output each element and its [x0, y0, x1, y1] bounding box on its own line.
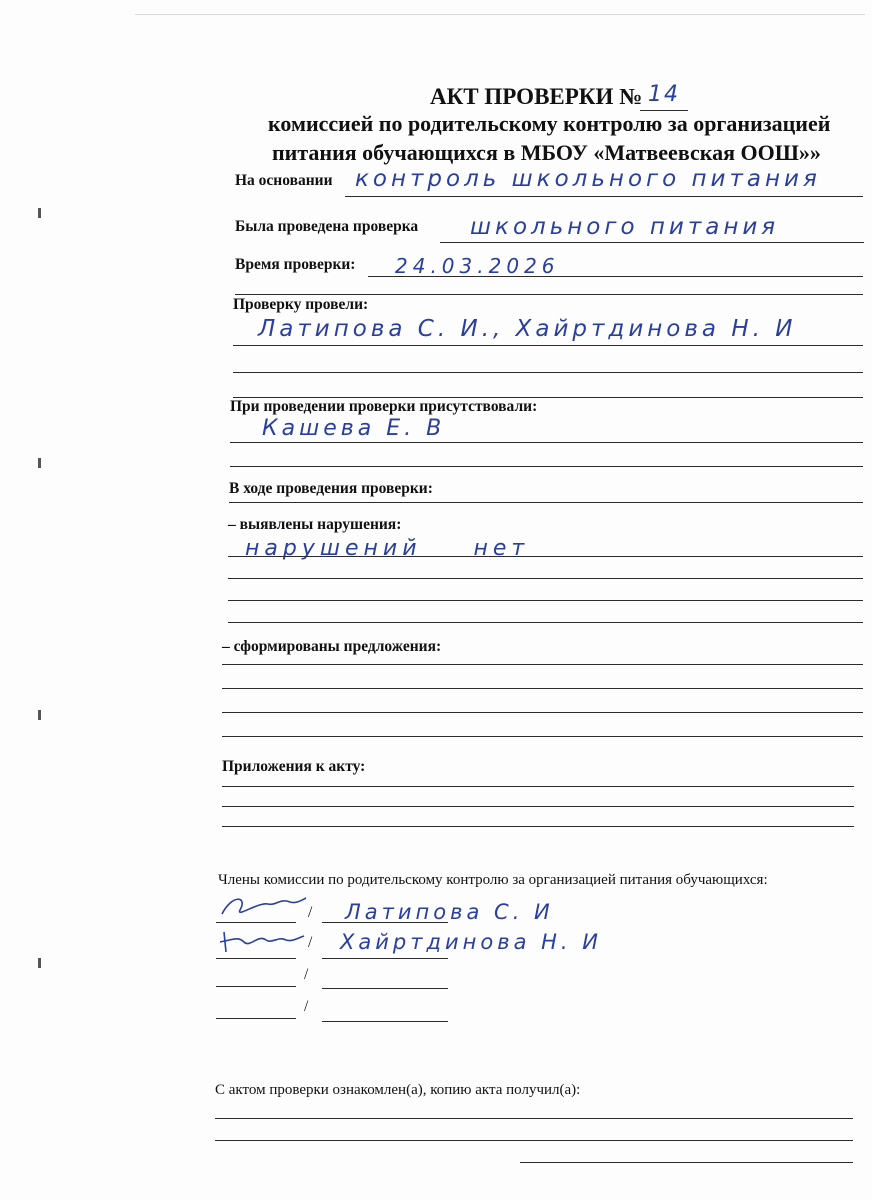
attachments-line-1 [222, 786, 854, 787]
signature-line-3 [216, 986, 296, 987]
signature-line-4 [216, 1018, 296, 1019]
proposals-line-1 [222, 664, 863, 665]
separator-4: / [304, 998, 309, 1015]
signature-latipova [218, 892, 308, 922]
members-caption: Члены комиссии по родительскому контролю за организацией питания обучающихся: [218, 872, 768, 888]
signature-khairtdinova [218, 928, 308, 958]
inspectors-label: Проверку провели: [233, 296, 369, 313]
violations-line-1 [228, 556, 863, 557]
attachments-line-3 [222, 826, 854, 827]
member-name-1: Латипова С. И [345, 900, 554, 924]
proposals-line-3 [222, 712, 863, 713]
acknowledgement-line-1 [215, 1118, 853, 1119]
present-label: При проведении проверки присутствовали: [230, 398, 538, 415]
name-line-1 [322, 922, 448, 923]
signature-line-1 [216, 922, 296, 923]
acknowledgement-line-3 [520, 1162, 853, 1163]
present-value: Кашева Е. В [262, 416, 446, 441]
inspection-value: школьного питания [470, 214, 780, 240]
separator-1: / [308, 904, 313, 921]
basis-label: На основании [235, 172, 333, 189]
present-line-2 [230, 466, 863, 467]
proposals-line-4 [222, 736, 863, 737]
inspectors-value: Латипова С. И., Хайртдинова Н. И [258, 316, 797, 342]
act-number: 14 [648, 82, 680, 107]
attachments-label: Приложения к акту: [222, 758, 366, 775]
time-label: Время проверки: [235, 256, 356, 273]
time-line-2 [235, 294, 863, 295]
acknowledgement-line-2 [215, 1140, 853, 1141]
basis-line [345, 196, 863, 197]
violations-line-3 [228, 600, 863, 601]
inspection-line [440, 242, 864, 243]
scan-mark [38, 958, 41, 968]
name-line-2 [322, 958, 448, 959]
basis-value: контроль школьного питания [355, 166, 821, 192]
time-value: 24.03.2026 [395, 254, 560, 278]
signature-line-2 [216, 958, 296, 959]
attachments-line-2 [222, 806, 854, 807]
inspection-label: Была проведена проверка [235, 218, 419, 235]
during-label: В ходе проведения проверки: [229, 480, 433, 497]
act-title: АКТ ПРОВЕРКИ № [430, 84, 643, 109]
violations-line-2 [228, 578, 863, 579]
acknowledgement-label: С актом проверки ознакомлен(а), копию акта получил(а): [215, 1082, 581, 1098]
name-line-4 [322, 1021, 448, 1022]
violations-line-4 [228, 622, 863, 623]
act-subtitle-line2: питания обучающихся в МБОУ «Матвеевская ООШ»» [272, 140, 821, 165]
act-subtitle-line1: комиссией по родительскому контролю за организацией [268, 111, 831, 136]
inspectors-line-1 [233, 345, 863, 346]
name-line-3 [322, 988, 448, 989]
scan-mark [38, 710, 41, 720]
present-line-1 [230, 442, 863, 443]
scan-mark [38, 458, 41, 468]
member-name-2: Хайртдинова Н. И [340, 930, 602, 954]
proposals-line-2 [222, 688, 863, 689]
violations-label: – выявлены нарушения: [228, 516, 402, 533]
violations-value: нарушений нет [245, 536, 530, 561]
scan-edge-line [135, 14, 865, 15]
separator-3: / [304, 966, 309, 983]
scan-mark [38, 208, 41, 218]
time-line [368, 276, 863, 277]
proposals-label: – сформированы предложения: [222, 638, 442, 655]
inspectors-line-2 [233, 372, 863, 373]
during-line [229, 502, 863, 503]
separator-2: / [308, 934, 313, 951]
